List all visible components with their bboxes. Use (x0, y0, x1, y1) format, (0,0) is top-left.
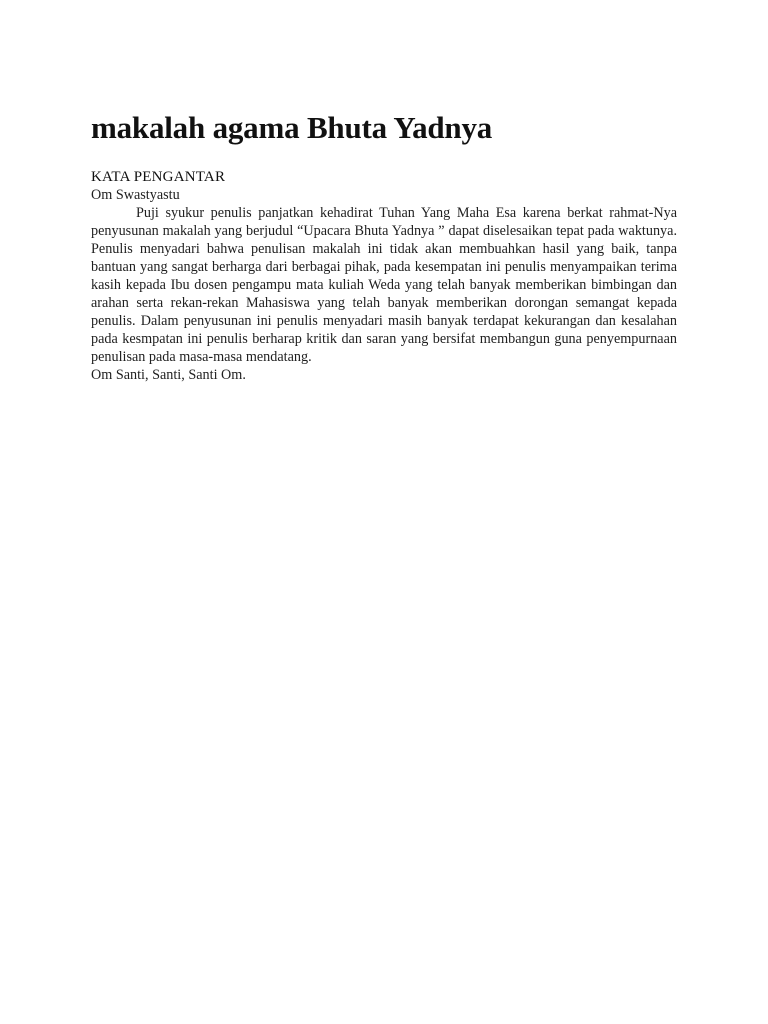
greeting-text: Om Swastyastu (91, 187, 180, 203)
document-page (91, 108, 677, 384)
document-title: makalah agama Bhuta Yadnya (91, 110, 493, 145)
closing-text: Om Santi, Santi, Santi Om. (91, 367, 246, 383)
body-paragraph: Puji syukur penulis panjatkan kehadirat Tuhan Yang Maha Esa karena berkat rahmat-Nya penyusunan makalah yang berjudul “Upacara Bhuta Yadnya ” dapat diselesaikan tepat pada waktunya. Penulis menyadari bahwa penulisan makalah ini tidak akan membuahkan hasil yang baik, tanpa bantuan yang sangat berharga dari berbagai pihak, pada kesempatan ini penulis menyampaikan terima kasih kepada Ibu dosen pengampu mata kuliah Weda yang telah banyak memberikan bimbingan dan arahan serta rekan-rekan Mahasiswa yang telah banyak memberikan dorongan semangat kepada penulis. Dalam penyusunan ini penulis menyadari masih banyak terdapat kekurangan dan kesalahan pada kesmpatan ini penulis berharap kritik dan saran yang bersifat membangun guna penyempurnaan penulisan pada masa-masa mendatang. (91, 205, 677, 365)
section-heading: KATA PENGANTAR (91, 169, 226, 185)
